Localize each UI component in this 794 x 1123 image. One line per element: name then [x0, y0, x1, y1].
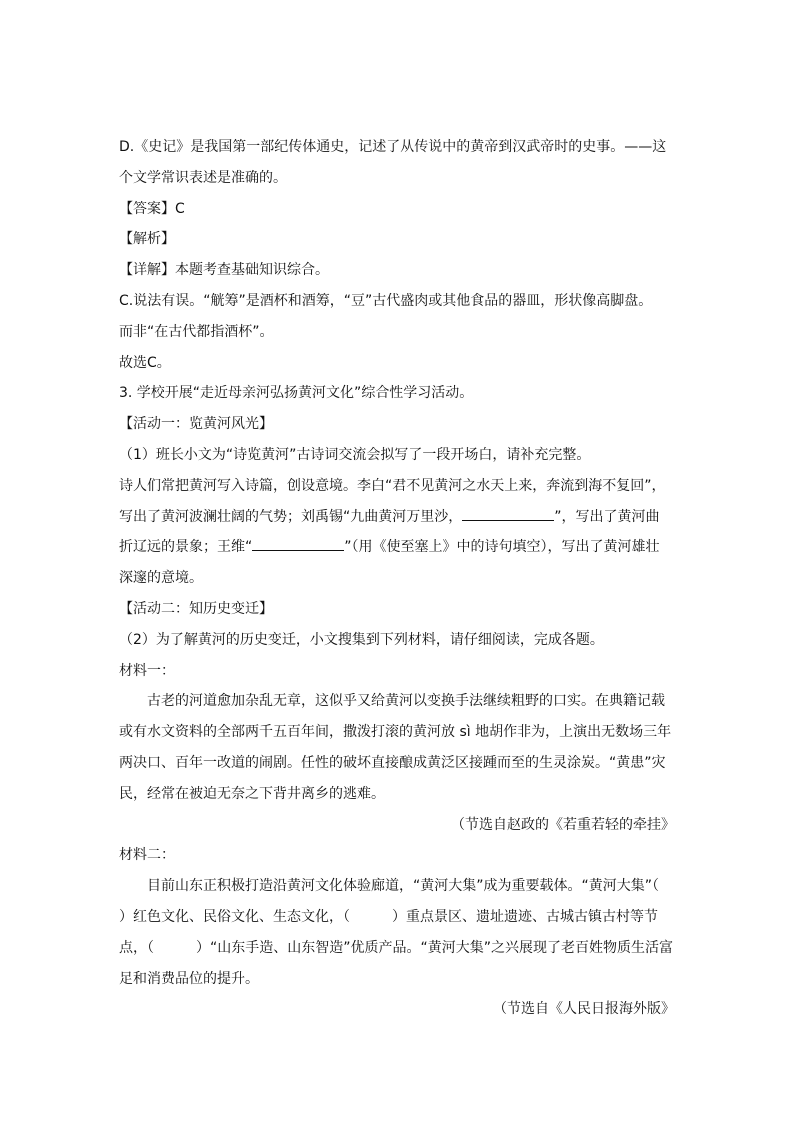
- material2-paragraph: 目前山东正积极打造沿黄河文化体验廊道，“黄河大集”成为重要载体。“黄河大集”（ ）红色文化、民俗文化、生态文化，（ ）重点景区、遗址遗迹、古城古镇古村等节点，（ ）“山东手造、山东智造”优质产品。“黄河大集”之兴展现了老百姓物质生活富足和消费品位的提升。: [119, 878, 688, 987]
- poem-paragraph-line1: 诗人们常把黄河写入诗篇，创设意境。李白“君不见黄河之水天上来，奔流到海不复回”，: [119, 477, 666, 494]
- material1-paragraph: 古老的河道愈加杂乱无章，这似乎又给黄河以变换手法继续粗野的口实。在典籍记载或有水文资料的全部两千五百年间，撒泼打滚的黄河放 sì 地胡作非为，上演出无数场三年两决口、百年一改道的闹剧。任性的破坏直接酿成黄泛区接踵而至的生灵涂炭。“黄患”灾民，经常在被迫无奈之下背井离乡的逃难。: [119, 693, 672, 802]
- material1-source: （节选自赵政的《若重若轻的牵挂》: [451, 816, 675, 833]
- material2-source: （节选自《人民日报海外版》: [493, 1001, 675, 1018]
- poem-line3-part-b: ”（用《使至塞上》中的诗句填空），写出了黄河雄壮: [344, 539, 660, 556]
- question2-prompt: （2）为了解黄河的历史变迁，小文搜集到下列材料，请仔细阅读，完成各题。: [119, 631, 604, 648]
- poem-paragraph-line2: [119, 502, 675, 533]
- explain-line1: C.说法有误。“觥筹”是酒杯和酒筹，“豆”古代盛肉或其他食品的器皿，形状像高脚盘。: [119, 292, 653, 309]
- answer-line: 【答案】C: [119, 200, 185, 217]
- poem-paragraph-line3: [119, 532, 675, 563]
- poem-line3-part-a: 折辽远的景象；王维“: [119, 539, 253, 556]
- choose-line: 故选C。: [119, 354, 171, 371]
- explain-line2: 而非“在古代都指酒杯”。: [119, 323, 274, 340]
- poem-line2-part-a: 写出了黄河波澜壮阔的气势；刘禹锡“九曲黄河万里沙，: [119, 508, 463, 525]
- poem-paragraph-line4: 深邃的意境。: [119, 570, 203, 587]
- material1-label: 材料一：: [119, 662, 175, 679]
- detail-line: 【详解】本题考查基础知识综合。: [119, 262, 329, 279]
- activity2-title: 【活动二：知历史变迁】: [119, 600, 273, 617]
- activity1-title: 【活动一：览黄河风光】: [119, 416, 273, 433]
- answer-blank-1[interactable]: [462, 506, 554, 521]
- material2-label: 材料二：: [119, 847, 175, 864]
- question3-intro: 3. 学校开展“走近母亲河弘扬黄河文化”综合性学习活动。: [119, 385, 474, 402]
- answer-blank-2[interactable]: [252, 536, 344, 551]
- option-d-line1: D.《史记》是我国第一部纪传体通史，记述了从传说中的黄帝到汉武帝时的史事。——这: [119, 139, 667, 155]
- option-d-line2: 个文学常识表述是准确的。: [119, 169, 287, 186]
- question1-prompt: （1）班长小文为“诗览黄河”古诗词交流会拟写了一段开场白，请补充完整。: [119, 446, 591, 463]
- analysis-title: 【解析】: [119, 231, 175, 248]
- poem-line2-part-b: ”，写出了黄河曲: [554, 508, 660, 525]
- document-page: [119, 132, 688, 1025]
